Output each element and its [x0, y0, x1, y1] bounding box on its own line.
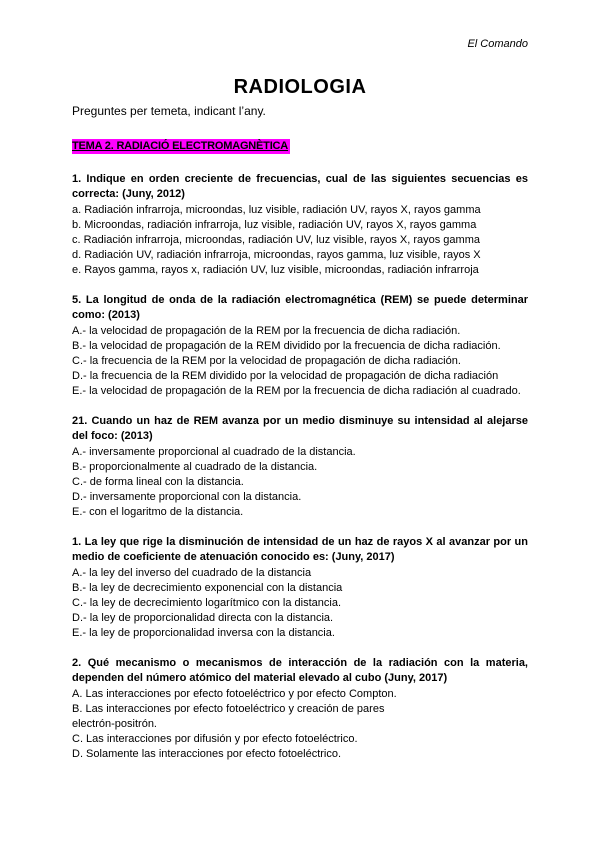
question-title: 1. La ley que rige la disminución de intensidad de un haz de rayos X al avanzar por un medio de coeficiente de atenuación conocido es: (Juny, 2017) [72, 536, 528, 563]
answer-option: d. Radiación UV, radiación infrarroja, microondas, rayos gamma, luz visible, rayos X [72, 249, 481, 261]
answer-option: e. Rayos gamma, rayos x, radiación UV, luz visible, microondas, radiación infrarroja [72, 264, 479, 276]
answer-option: B.- la velocidad de propagación de la REM dividido por la frecuencia de dicha radiación. [72, 340, 501, 352]
header-author: El Comando [467, 38, 528, 50]
answer-option: E.- la velocidad de propagación de la REM por la frecuencia de dicha radiación al cuadrado. [72, 385, 521, 397]
answer-option: E.- con el logaritmo de la distancia. [72, 506, 244, 518]
answer-option: C.- de forma lineal con la distancia. [72, 476, 244, 488]
question-block [72, 535, 528, 641]
question-title: 21. Cuando un haz de REM avanza por un medio disminuye su intensidad al alejarse del foco: (2013) [72, 415, 528, 442]
topic-heading: TEMA 2. RADIACIÓ ELECTROMAGNÈTICA [72, 140, 289, 152]
question-block [72, 293, 528, 399]
answer-option: B.- proporcionalmente al cuadrado de la distancia. [72, 461, 318, 473]
question-title: 1. Indique en orden creciente de frecuencias, cual de las siguientes secuencias es correcta: (Juny, 2012) [72, 173, 528, 200]
question-title: 5. La longitud de onda de la radiación electromagnética (REM) se puede determinar como: (2013) [72, 294, 528, 321]
answer-option: D.- inversamente proporcional con la distancia. [72, 491, 302, 503]
question-block [72, 656, 528, 762]
answer-option: A. Las interacciones por efecto fotoeléctrico y por efecto Compton. [72, 688, 397, 700]
answer-option: a. Radiación infrarroja, microondas, luz visible, radiación UV, rayos X, rayos gamma [72, 204, 481, 216]
answer-option: A.- inversamente proporcional al cuadrado de la distancia. [72, 446, 356, 458]
answer-option: C. Las interacciones por difusión y por efecto fotoeléctrico. [72, 733, 358, 745]
answer-option: D.- la ley de proporcionalidad directa con la distancia. [72, 612, 334, 624]
answer-option: B. Las interacciones por efecto fotoeléctrico y creación de pares [72, 703, 385, 715]
answer-option: A.- la velocidad de propagación de la REM por la frecuencia de dicha radiación. [72, 325, 461, 337]
answer-option: D.- la frecuencia de la REM dividido por la velocidad de propagación de dicha radiación [72, 370, 499, 382]
answer-option: b. Microondas, radiación infrarroja, luz visible, radiación UV, rayos X, rayos gamma [72, 219, 477, 231]
answer-option: C.- la ley de decrecimiento logarítmico con la distancia. [72, 597, 342, 609]
question-block [72, 414, 528, 520]
answer-option: c. Radiación infrarroja, microondas, radiación UV, luz visible, rayos X, rayos gamma [72, 234, 480, 246]
answer-option: electrón-positrón. [72, 718, 157, 730]
page-title: RADIOLOGIA [233, 76, 367, 98]
answer-option: C.- la frecuencia de la REM por la velocidad de propagación de dicha radiación. [72, 355, 461, 367]
answer-option: B.- la ley de decrecimiento exponencial con la distancia [72, 582, 343, 594]
answer-option: D. Solamente las interacciones por efecto fotoeléctrico. [72, 748, 342, 760]
question-block [72, 172, 528, 278]
answer-option: E.- la ley de proporcionalidad inversa con la distancia. [72, 627, 335, 639]
question-title: 2. Qué mecanismo o mecanismos de interacción de la radiación con la materia, dependen del número atómico del material elevado al cubo (Juny, 2017) [72, 657, 528, 684]
page-subtitle: Preguntes per temeta, indicant l’any. [72, 104, 266, 118]
answer-option: A.- la ley del inverso del cuadrado de la distancia [72, 567, 312, 579]
